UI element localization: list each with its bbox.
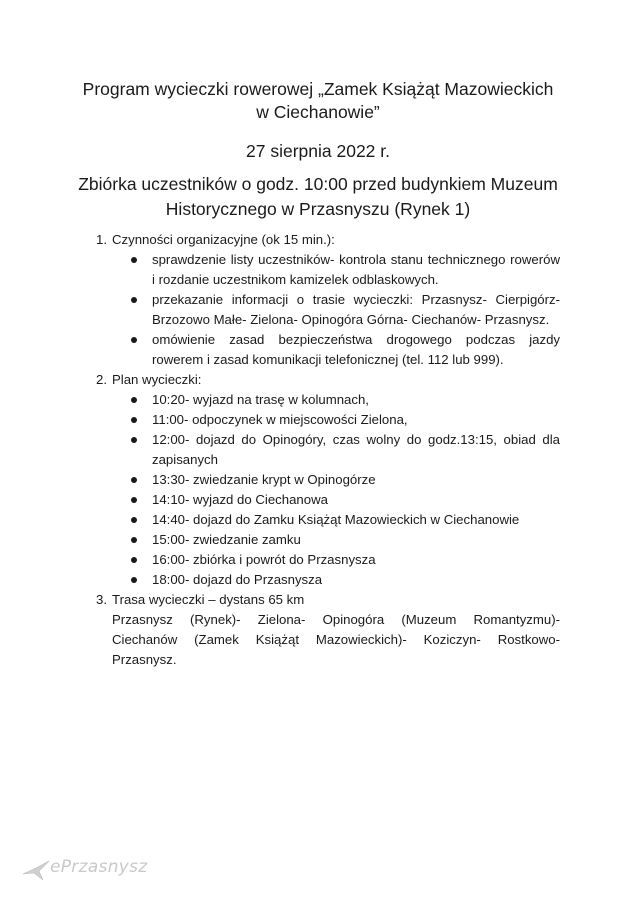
bullet-icon — [131, 297, 137, 303]
schedule-item: 12:00- dojazd do Opinogóry, czas wolny do godz.13:15, obiad dla zapisanych — [131, 430, 560, 470]
bullet-icon — [131, 577, 137, 583]
schedule-list — [96, 390, 560, 590]
list-item: omówienie zasad bezpieczeństwa drogowego podczas jazdy rowerem i zasad komunikacji telefonicznej (tel. 112 lub 999). — [131, 330, 560, 370]
section-heading: Czynności organizacyjne (ok 15 min.): — [112, 232, 335, 247]
bullet-icon — [131, 257, 137, 263]
list-item: sprawdzenie listy uczestników- kontrola stanu technicznego rowerów i rozdanie uczestnikom kamizelek odblaskowych. — [131, 250, 560, 290]
document-date: 27 sierpnia 2022 r. — [246, 141, 390, 161]
list-item: przekazanie informacji o trasie wycieczki: Przasnysz- Cierpigórz- Brzozowo Małe- Zielona- Opinogóra Górna- Ciechanów- Przasnysz. — [131, 290, 560, 330]
section-trip-plan — [96, 370, 560, 390]
section-heading: Plan wycieczki: — [112, 372, 202, 387]
bullet-icon — [131, 557, 137, 563]
bird-logo-icon — [22, 860, 50, 882]
section-organizational — [96, 230, 560, 250]
bullet-icon — [131, 497, 137, 503]
document-title — [60, 78, 576, 124]
section-number: 3. — [96, 592, 107, 607]
bullet-icon — [131, 437, 137, 443]
title-line-2: w Ciechanowie” — [256, 102, 380, 122]
meeting-line-2: Historycznego w Przasnyszu (Rynek 1) — [165, 199, 471, 219]
route-description: Przasnysz (Rynek)- Zielona- Opinogóra (Muzeum Romantyzmu)- Ciechanów (Zamek Książąt Mazowieckich)- Koziczyn- Rostkowo- Przasnysz. — [112, 612, 560, 667]
site-watermark — [22, 856, 162, 884]
bullet-icon — [131, 517, 137, 523]
section-number: 1. — [96, 232, 107, 247]
bullet-icon — [131, 397, 137, 403]
bullet-icon — [131, 537, 137, 543]
schedule-item: 18:00- dojazd do Przasnysza — [131, 570, 560, 590]
title-line-1: Program wycieczki rowerowej „Zamek Książąt Mazowieckich — [82, 79, 554, 99]
schedule-item: 14:40- dojazd do Zamku Książąt Mazowieckich w Ciechanowie — [131, 510, 560, 530]
schedule-item: 15:00- zwiedzanie zamku — [131, 530, 560, 550]
meeting-line-1: Zbiórka uczestników o godz. 10:00 przed budynkiem Muzeum — [78, 174, 558, 194]
program-content — [96, 230, 560, 670]
schedule-item: 16:00- zbiórka i powrót do Przasnysza — [131, 550, 560, 570]
watermark-text: ePrzasnysz — [50, 857, 148, 877]
schedule-item: 13:30- zwiedzanie krypt w Opinogórze — [131, 470, 560, 490]
organizational-list — [96, 250, 560, 370]
section-number: 2. — [96, 372, 107, 387]
section-route — [96, 590, 560, 670]
schedule-item: 10:20- wyjazd na trasę w kolumnach, — [131, 390, 560, 410]
bullet-icon — [131, 477, 137, 483]
section-heading: Trasa wycieczki – dystans 65 km — [112, 592, 305, 607]
meeting-info — [60, 172, 576, 222]
bullet-icon — [131, 337, 137, 343]
bullet-icon — [131, 417, 137, 423]
schedule-item: 11:00- odpoczynek w miejscowości Zielona, — [131, 410, 560, 430]
schedule-item: 14:10- wyjazd do Ciechanowa — [131, 490, 560, 510]
